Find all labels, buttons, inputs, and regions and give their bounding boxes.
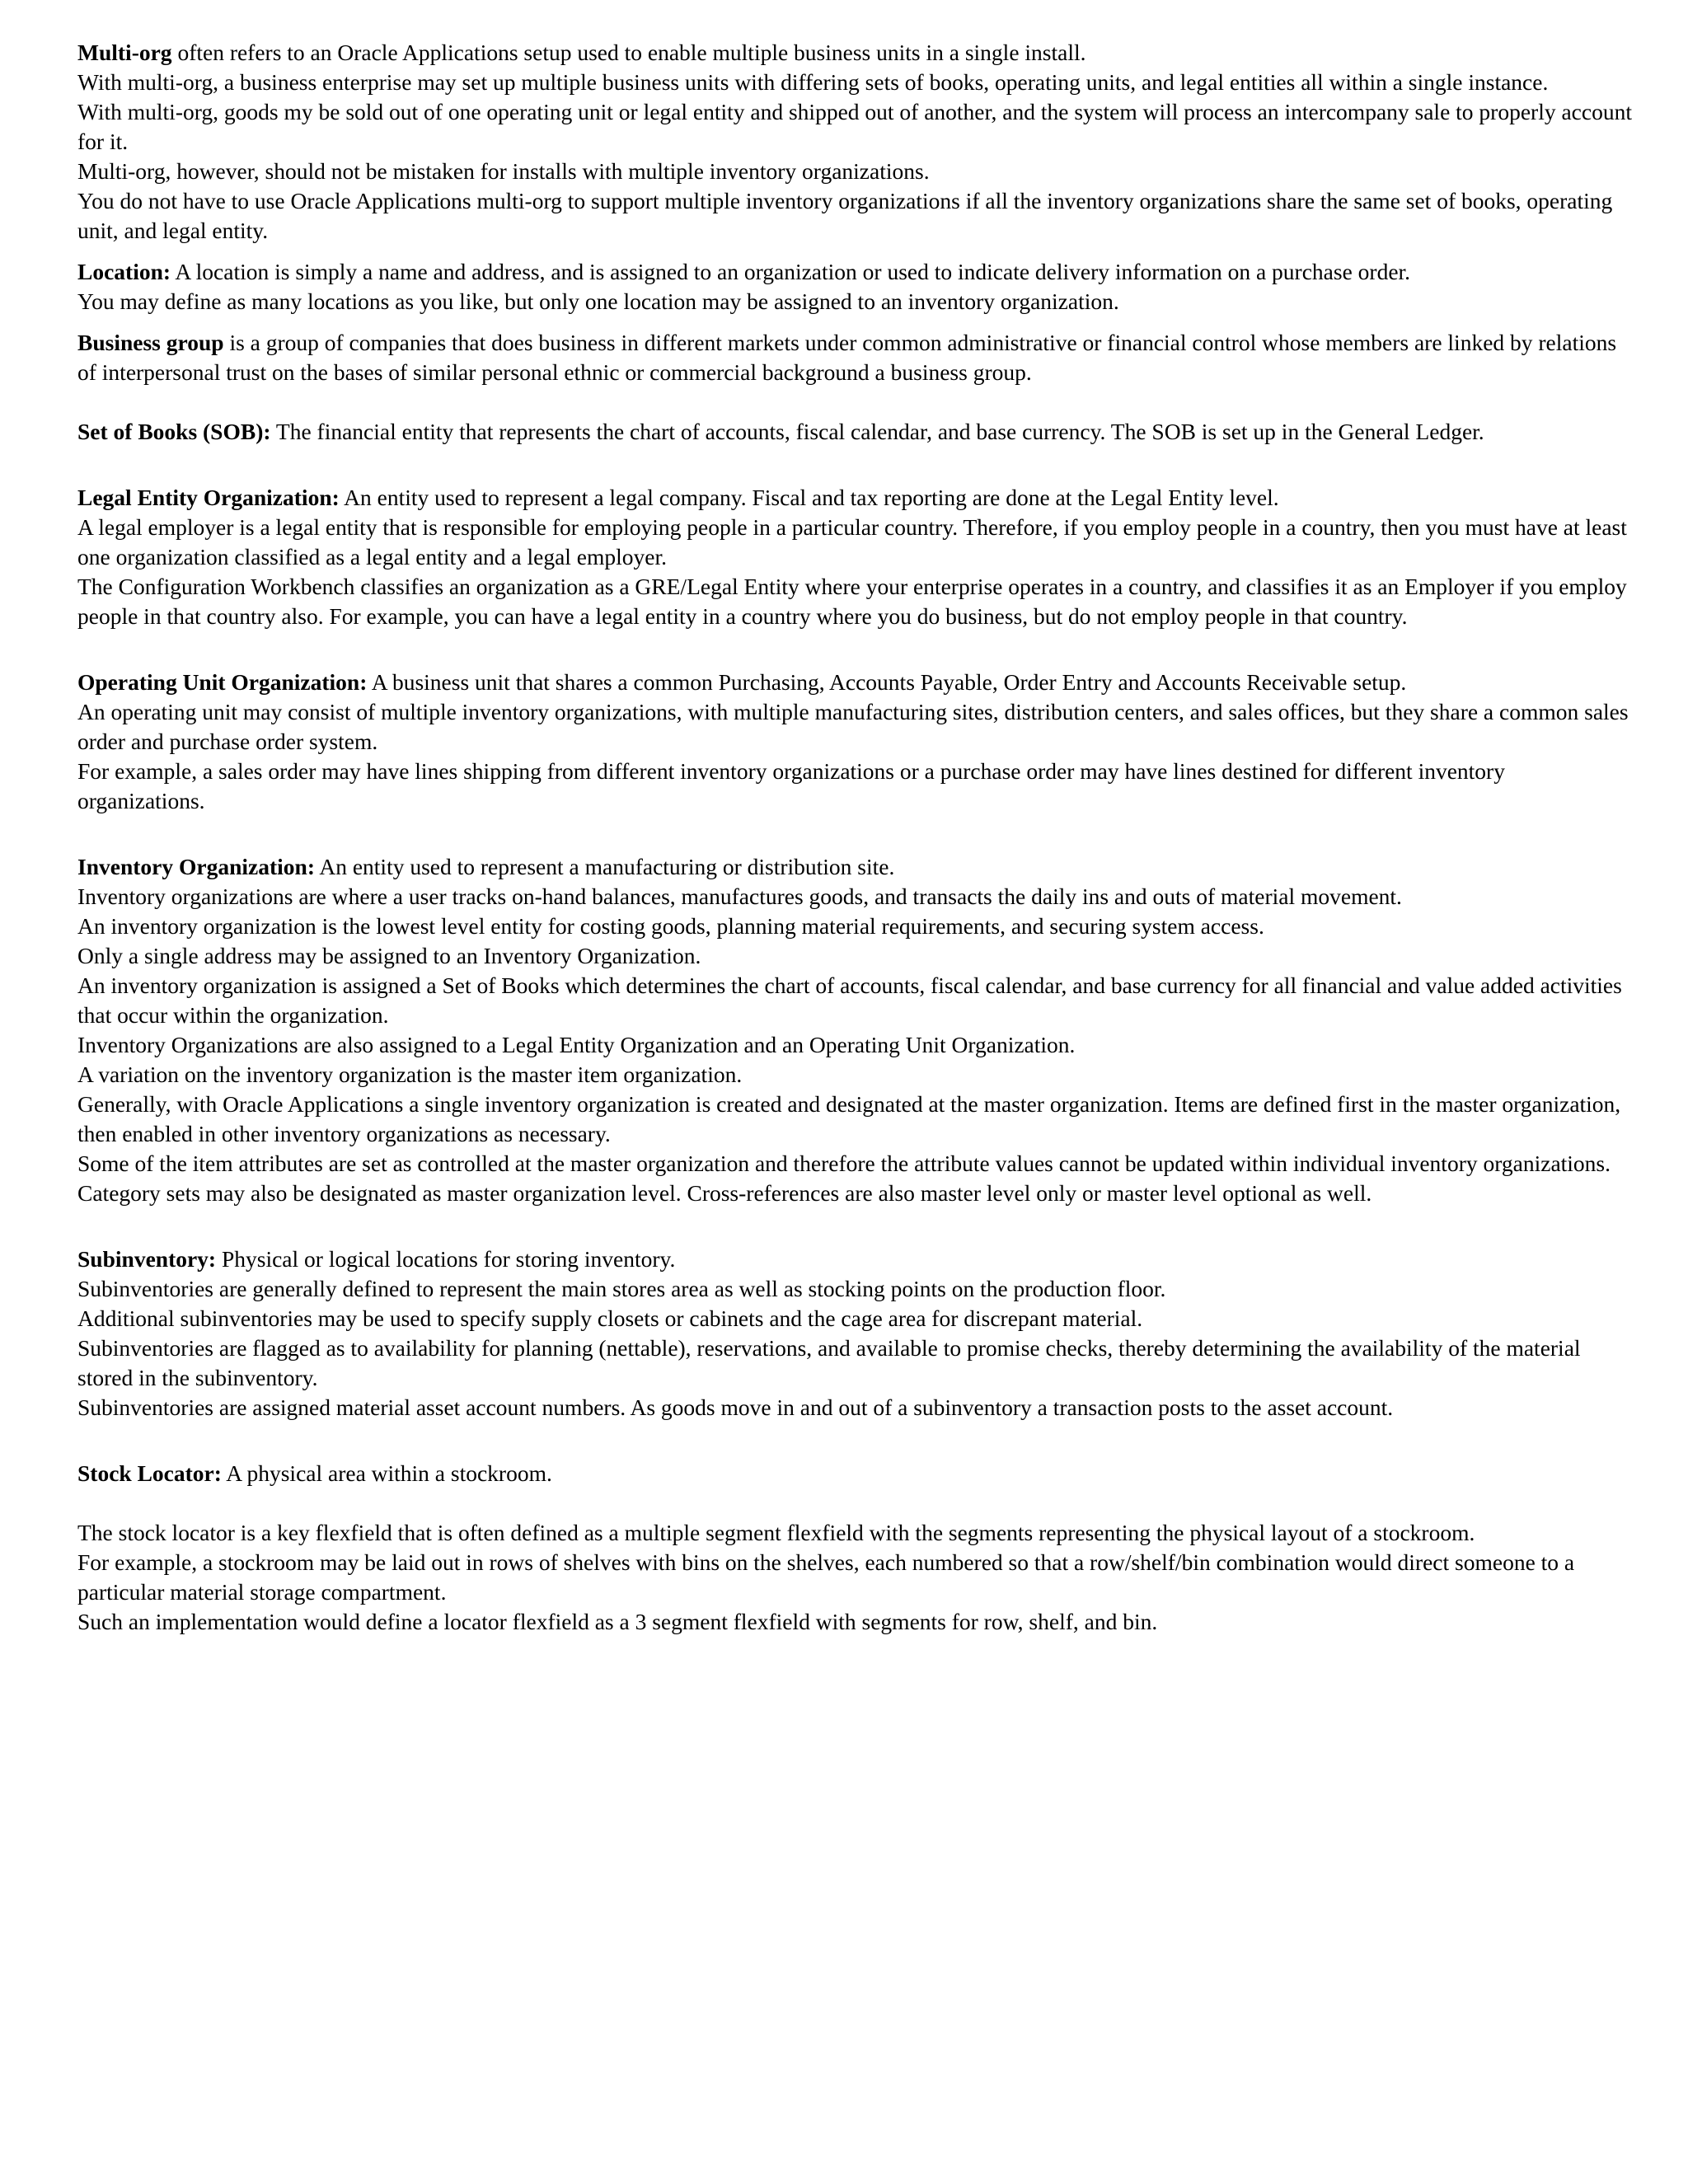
business-group-lead-text: is a group of companies that does business in different markets under common administrative or financial control whose members are linked by relations of interpersonal trust on the bases of similar personal ethnic or commercial background a business group. [77, 330, 1617, 385]
section-stock-locator [77, 1459, 1635, 1637]
inventory-org-line: Only a single address may be assigned to an Inventory Organization. [77, 943, 701, 968]
section-inventory-organization [77, 852, 1635, 1208]
legal-entity-line: The Configuration Workbench classifies an organization as a GRE/Legal Entity where your enterprise operates in a country, and classifies it as an Employer if you employ people in that country also. For example, you can have a legal entity in a country where you do business, but do not employ people in that country. [77, 574, 1627, 629]
multi-org-line: Multi-org, however, should not be mistaken for installs with multiple inventory organizations. [77, 158, 930, 184]
term-subinventory: Subinventory: [77, 1246, 217, 1272]
section-legal-entity [77, 483, 1635, 631]
subinventory-lead-text: Physical or logical locations for storing inventory. [216, 1246, 676, 1272]
stock-locator-line: The stock locator is a key flexfield that is often defined as a multiple segment flexfield with the segments representing the physical layout of a stockroom. [77, 1520, 1475, 1545]
inventory-org-line: Inventory Organizations are also assigned to a Legal Entity Organization and an Operating Unit Organization. [77, 1032, 1076, 1057]
document-page [77, 38, 1635, 1637]
multi-org-line: With multi-org, goods my be sold out of one operating unit or legal entity and shipped out of another, and the system will process an intercompany sale to properly account for it. [77, 99, 1632, 154]
operating-unit-lead-text: A business unit that shares a common Purchasing, Accounts Payable, Order Entry and Accounts Receivable setup. [367, 669, 1407, 695]
term-stock-locator: Stock Locator: [77, 1460, 222, 1486]
legal-entity-line: A legal employer is a legal entity that is responsible for employing people in a particular country. Therefore, if you employ people in a country, then you must have at least one organization classified as a legal entity and a legal employer. [77, 514, 1627, 569]
term-inventory-organization: Inventory Organization: [77, 854, 315, 879]
inventory-org-line: A variation on the inventory organization is the master item organization. [77, 1062, 743, 1087]
operating-unit-lead [77, 668, 1635, 697]
stock-locator-lead-text: A physical area within a stockroom. [221, 1460, 552, 1486]
operating-unit-line: An operating unit may consist of multiple inventory organizations, with multiple manufacturing sites, distribution centers, and sales offices, but they share a common sales order and purchase order system. [77, 699, 1629, 754]
sob-lead [77, 417, 1635, 447]
subinventory-line: Additional subinventories may be used to specify supply closets or cabinets and the cage area for discrepant material. [77, 1305, 1143, 1331]
location-lead-text: A location is simply a name and address, and is assigned to an organization or used to indicate delivery information on a purchase order. [171, 259, 1411, 284]
term-multi-org: Multi-org [77, 40, 172, 65]
section-subinventory [77, 1244, 1635, 1422]
stock-locator-line: Such an implementation would define a locator flexfield as a 3 segment flexfield with segments for row, shelf, and bin. [77, 1609, 1158, 1634]
section-set-of-books [77, 417, 1635, 447]
inventory-org-lead-text: An entity used to represent a manufacturing or distribution site. [314, 854, 895, 879]
term-legal-entity: Legal Entity Organization: [77, 485, 340, 510]
subinventory-line: Subinventories are assigned material asset account numbers. As goods move in and out of a subinventory a transaction posts to the asset account. [77, 1394, 1394, 1420]
section-multi-org [77, 38, 1635, 246]
inventory-org-line: An inventory organization is assigned a Set of Books which determines the chart of accounts, fiscal calendar, and base currency for all financial and value added activities that occur within the organization. [77, 972, 1622, 1028]
legal-entity-lead-text: An entity used to represent a legal company. Fiscal and tax reporting are done at the Legal Entity level. [339, 485, 1279, 510]
term-location: Location: [77, 259, 171, 284]
term-operating-unit: Operating Unit Organization: [77, 669, 368, 695]
inventory-org-line: An inventory organization is the lowest level entity for costing goods, planning material requirements, and securing system access. [77, 913, 1264, 939]
inventory-org-line: Inventory organizations are where a user tracks on-hand balances, manufactures goods, and transacts the daily ins and outs of material movement. [77, 883, 1402, 909]
location-lead [77, 257, 1635, 287]
inventory-org-line: Generally, with Oracle Applications a single inventory organization is created and designated at the master organization. Items are defined first in the master organization, then enabled in other inventory organizations as necessary. [77, 1091, 1621, 1146]
operating-unit-line: For example, a sales order may have lines shipping from different inventory organizations or a purchase order may have lines destined for different inventory organizations. [77, 758, 1505, 813]
term-business-group: Business group [77, 330, 224, 355]
inventory-org-line: Category sets may also be designated as master organization level. Cross-references are also master level only or master level optional as well. [77, 1180, 1372, 1206]
inventory-org-line: Some of the item attributes are set as controlled at the master organization and therefore the attribute values cannot be updated within individual inventory organizations. [77, 1151, 1611, 1176]
business-group-lead [77, 328, 1635, 387]
section-operating-unit [77, 668, 1635, 816]
subinventory-line: Subinventories are generally defined to represent the main stores area as well as stocking points on the production floor. [77, 1276, 1166, 1301]
blank-line [77, 1488, 1635, 1518]
section-business-group [77, 328, 1635, 387]
multi-org-lead [77, 38, 1635, 68]
legal-entity-lead [77, 483, 1635, 513]
stock-locator-line: For example, a stockroom may be laid out in rows of shelves with bins on the shelves, each numbered so that a row/shelf/bin combination would direct someone to a particular material storage compartment. [77, 1549, 1575, 1605]
section-location [77, 257, 1635, 316]
term-set-of-books: Set of Books (SOB): [77, 419, 271, 444]
location-line: You may define as many locations as you like, but only one location may be assigned to an inventory organization. [77, 288, 1119, 314]
subinventory-lead [77, 1244, 1635, 1274]
subinventory-line: Subinventories are flagged as to availability for planning (nettable), reservations, and available to promise checks, thereby determining the availability of the material stored in the subinventory. [77, 1335, 1581, 1390]
multi-org-line: You do not have to use Oracle Applications multi-org to support multiple inventory organizations if all the inventory organizations share the same set of books, operating unit, and legal entity. [77, 188, 1613, 243]
inventory-org-lead [77, 852, 1635, 882]
multi-org-line: With multi-org, a business enterprise may set up multiple business units with differing sets of books, operating units, and legal entities all within a single instance. [77, 69, 1549, 95]
stock-locator-lead [77, 1459, 1635, 1488]
sob-lead-text: The financial entity that represents the chart of accounts, fiscal calendar, and base currency. The SOB is set up in the General Ledger. [270, 419, 1484, 444]
multi-org-lead-text: often refers to an Oracle Applications setup used to enable multiple business units in a single install. [171, 40, 1086, 65]
